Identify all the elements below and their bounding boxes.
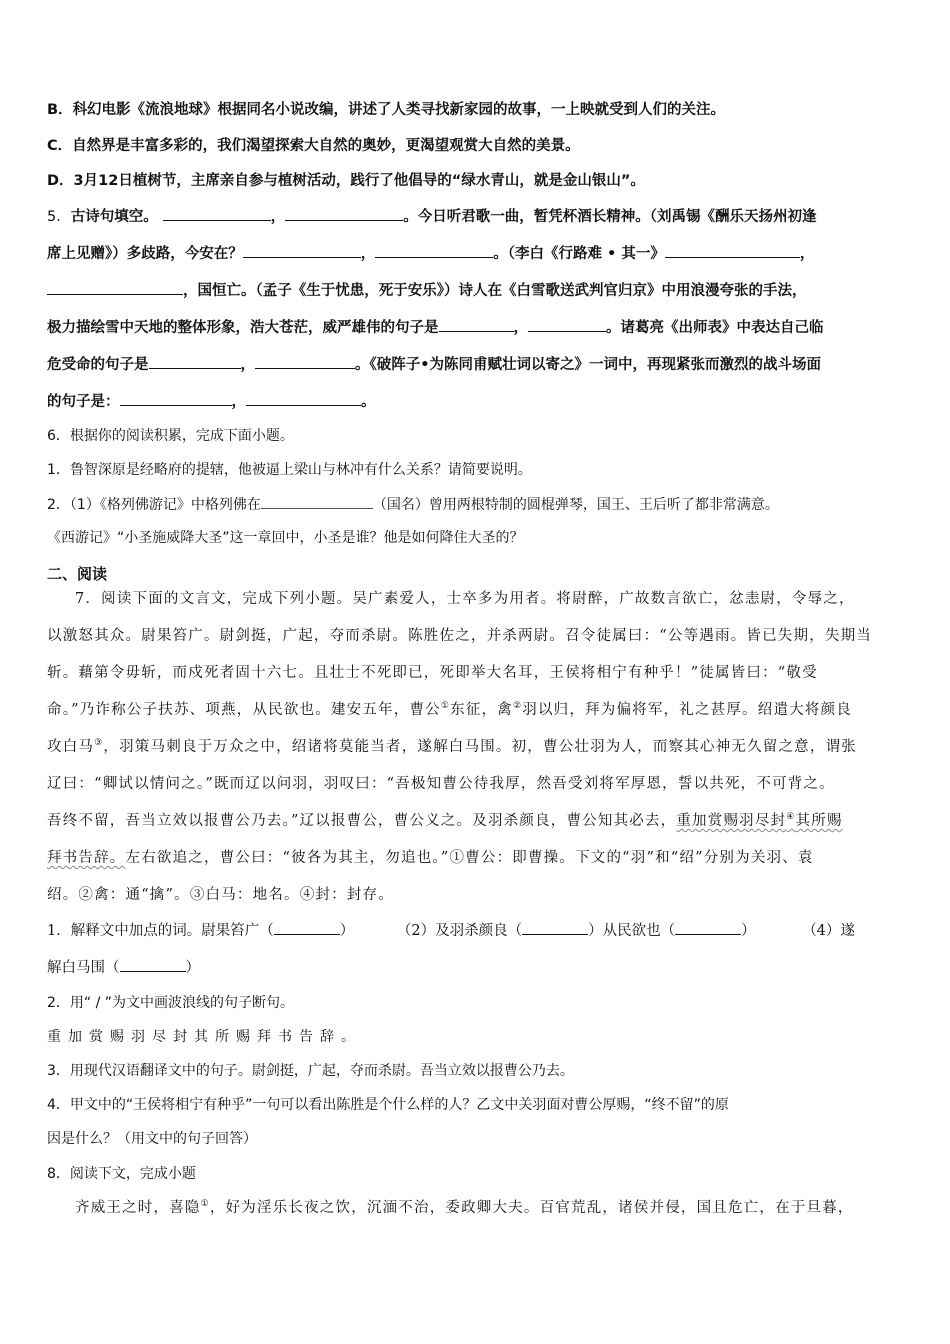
q7-passage-line <box>47 700 852 720</box>
answer-blank[interactable] <box>665 243 800 258</box>
q7-passage-line <box>47 848 814 868</box>
q5-text: ，国恒亡。（孟子《生于忧患，死于安乐》）诗人在《白雪歌送武判官归京》中用浪漫夸张的手法， <box>183 283 807 299</box>
q5-text: 。今日听君歌一曲，暂凭杯酒长精神。（刘禹锡《酬乐天扬州初逢 <box>403 209 817 225</box>
answer-blank[interactable] <box>163 206 271 221</box>
wavy-underlined-sentence <box>676 813 842 829</box>
q7-text: ） <box>185 960 200 976</box>
q7-sub1-cont <box>47 957 200 978</box>
q6-text: 2．（1）《格列佛游记》中格列佛在 <box>47 497 261 513</box>
q6-sub2-cont: 《西游记》“小圣施威降大圣”这一章回中，小圣是谁？他是如何降住大圣的？ <box>47 530 524 546</box>
q5-line-1 <box>47 206 817 227</box>
option-text: 自然界是丰富多彩的，我们渴望探索大自然的奥妙，更渴望观赏大自然的美景。 <box>72 138 580 154</box>
option-d <box>47 171 645 191</box>
q7-passage-line: 7．阅读下面的文言文，完成下列小题。吴广素爱人，士卒多为用者。将尉醉，广故数言欲亡，忿恚尉，令辱之， <box>75 591 855 607</box>
passage-text: 重加赏赐羽尽封 <box>676 813 787 829</box>
answer-blank[interactable] <box>246 391 361 406</box>
q6-sub1: 1．鲁智深原是经略府的提辖，他被逼上梁山与林冲有什么关系？请简要说明。 <box>47 462 532 478</box>
answer-blank[interactable] <box>47 280 183 295</box>
question-number: 5． <box>47 209 71 225</box>
q5-text: ， <box>513 320 528 336</box>
option-b <box>47 100 725 120</box>
passage-text: 命。”乃诈称公子扶苏、项燕，从民欲也。建安五年，曹公 <box>47 702 441 718</box>
q7-text: ）从民欲也（ <box>588 923 676 939</box>
passage-text: 攻白马 <box>47 739 95 755</box>
answer-blank[interactable] <box>274 920 340 935</box>
q5-text: 古诗句填空。 <box>70 209 158 225</box>
q7-passage-line: 斩。藉第令毋斩，而戍死者固十六七。且壮士不死即已，死即举大名耳，王侯将相宁有种乎！”徒属皆曰：“敬受 <box>47 665 818 681</box>
wavy-underlined-sentence: 拜书告辞。 <box>47 850 126 866</box>
footnote-mark: ① <box>200 1199 210 1210</box>
q7-text: （4）遂 <box>802 923 855 939</box>
q7-passage-line: 以激怒其众。尉果笞广。尉剑挺，广起，夺而杀尉。陈胜佐之，并杀两尉。召令徒属曰：“公等遇雨。皆已失期，失期当 <box>47 628 873 644</box>
answer-blank[interactable] <box>255 354 355 369</box>
q5-line-3 <box>47 280 807 301</box>
q7-sub2: 2．用“ / ”为文中画波浪线的句子断句。 <box>47 995 295 1011</box>
q7-text: 解白马围（ <box>47 960 120 976</box>
q5-line-6 <box>47 391 376 412</box>
q6-sub2 <box>47 494 779 515</box>
option-label: C． <box>47 138 73 154</box>
q5-text: 极力描绘雪中天地的整体形象，浩大苍茫，威严雄伟的句子是 <box>47 320 439 336</box>
answer-blank[interactable] <box>285 206 403 221</box>
answer-blank[interactable] <box>120 957 186 972</box>
footnote-mark: ③ <box>94 738 104 749</box>
q7-passage-line <box>47 811 843 831</box>
q7-text: （2）及羽杀颜良（ <box>396 923 523 939</box>
q6-text: （国名）曾用两根特制的圆棍弹琴，国王、王后听了都非常满意。 <box>372 497 779 513</box>
passage-text: 东征，禽 <box>450 702 513 718</box>
passage-text: 羽以归，拜为偏将军，礼之甚厚。绍遣大将颜良 <box>522 702 852 718</box>
q7-passage-line <box>47 737 857 757</box>
answer-blank[interactable] <box>120 391 232 406</box>
footnote-mark: ② <box>512 701 523 712</box>
footnote-mark: ① <box>440 701 451 712</box>
q7-sub4: 4．甲文中的“王侯将相宁有种乎”一句可以看出陈胜是个什么样的人？乙文中关羽面对曹公厚赐，“终不留”的原 <box>47 1097 729 1113</box>
q7-passage-line: 辽曰：“卿试以情问之。”既而辽以问羽，羽叹曰：“吾极知曹公待我厚，然吾受刘将军厚恩，誓以共死，不可背之。 <box>47 776 835 792</box>
q7-sub4-cont: 因是什么？（用文中的句子回答） <box>47 1131 257 1147</box>
q7-sub1 <box>47 920 855 941</box>
answer-blank[interactable] <box>149 354 241 369</box>
option-text: 3月12日植树节，主席亲自参与植树活动，践行了他倡导的“绿水青山，就是金山银山”。 <box>73 173 645 189</box>
passage-text: 吾终不留，吾当立效以报曹公乃去。”辽以报曹公，曹公义之。及羽杀颜良，曹公知其必去， <box>47 813 677 829</box>
q5-text: ， <box>799 246 815 262</box>
section-heading: 二、阅读 <box>47 565 108 583</box>
passage-text: 左右欲追之，曹公曰：“彼各为其主，勿追也。”①曹公：即曹操。下文的“羽”和“绍”分别为关羽、袁 <box>125 850 814 866</box>
option-c <box>47 136 580 156</box>
q5-text: 。 <box>361 394 376 410</box>
q7-text: ） <box>339 923 355 939</box>
answer-blank[interactable] <box>675 920 741 935</box>
q5-line-5 <box>47 354 821 375</box>
passage-text: ，羽策马刺良于万众之中，绍诸将莫能当者，遂解白马围。初，曹公壮羽为人，而察其心神无久留之意，谓张 <box>103 739 857 755</box>
answer-blank[interactable] <box>522 920 588 935</box>
q5-line-4 <box>47 317 824 338</box>
option-label: B． <box>47 102 73 118</box>
q7-sub3: 3．用现代汉语翻译文中的句子。尉剑挺，广起，夺而杀尉。吾当立效以报曹公乃去。 <box>47 1063 574 1079</box>
q7-footnotes: 绍。②禽：通“擒”。③白马：地名。④封：封存。 <box>47 887 394 903</box>
q5-text: 。《破阵子•为陈同甫赋壮词以寄之》一词中，再现紧张而激烈的战斗场面 <box>355 357 822 373</box>
answer-blank[interactable] <box>243 243 361 258</box>
q5-line-2 <box>47 243 814 264</box>
q7-text: 1．解释文中加点的词。尉果笞广（ <box>47 923 274 939</box>
q5-text: 席上见赠》）多歧路，今安在？ <box>47 246 243 262</box>
passage-text: 齐威王之时，喜隐 <box>75 1200 201 1216</box>
q5-text: ， <box>360 246 376 262</box>
answer-blank[interactable] <box>528 317 606 332</box>
q5-text: 的句子是： <box>47 394 120 410</box>
q5-text: ， <box>231 394 246 410</box>
q8-title: 8．阅读下文，完成小题 <box>47 1166 196 1182</box>
option-text: 科幻电影《流浪地球》根据同名小说改编，讲述了人类寻找新家园的故事，一上映就受到人们的关注。 <box>72 102 726 118</box>
q5-text: 。诸葛亮《出师表》中表达自己临 <box>606 320 824 336</box>
q7-sub2-sentence: 重加赏赐羽尽封其所赐拜书告辞。 <box>47 1029 362 1045</box>
q7-text: ） <box>741 923 756 939</box>
q5-text: ， <box>270 209 286 225</box>
passage-text: ，好为淫乐长夜之饮，沉湎不治，委政卿大夫。百官荒乱，诸侯并侵，国且危亡，在于旦暮， <box>209 1200 854 1216</box>
q5-text: ， <box>240 357 255 373</box>
answer-blank[interactable] <box>375 243 493 258</box>
answer-blank[interactable] <box>439 317 514 332</box>
passage-text: 其所赐 <box>795 813 843 829</box>
q6-title: 6．根据你的阅读积累，完成下面小题。 <box>47 428 294 444</box>
q5-text: 。（李白《行路难 • 其一》 <box>493 246 665 262</box>
q8-passage-line <box>47 1198 854 1218</box>
option-label: D． <box>47 173 74 189</box>
answer-blank[interactable] <box>261 494 373 509</box>
q5-text: 危受命的句子是 <box>47 357 149 373</box>
footnote-mark: ④ <box>786 812 796 823</box>
